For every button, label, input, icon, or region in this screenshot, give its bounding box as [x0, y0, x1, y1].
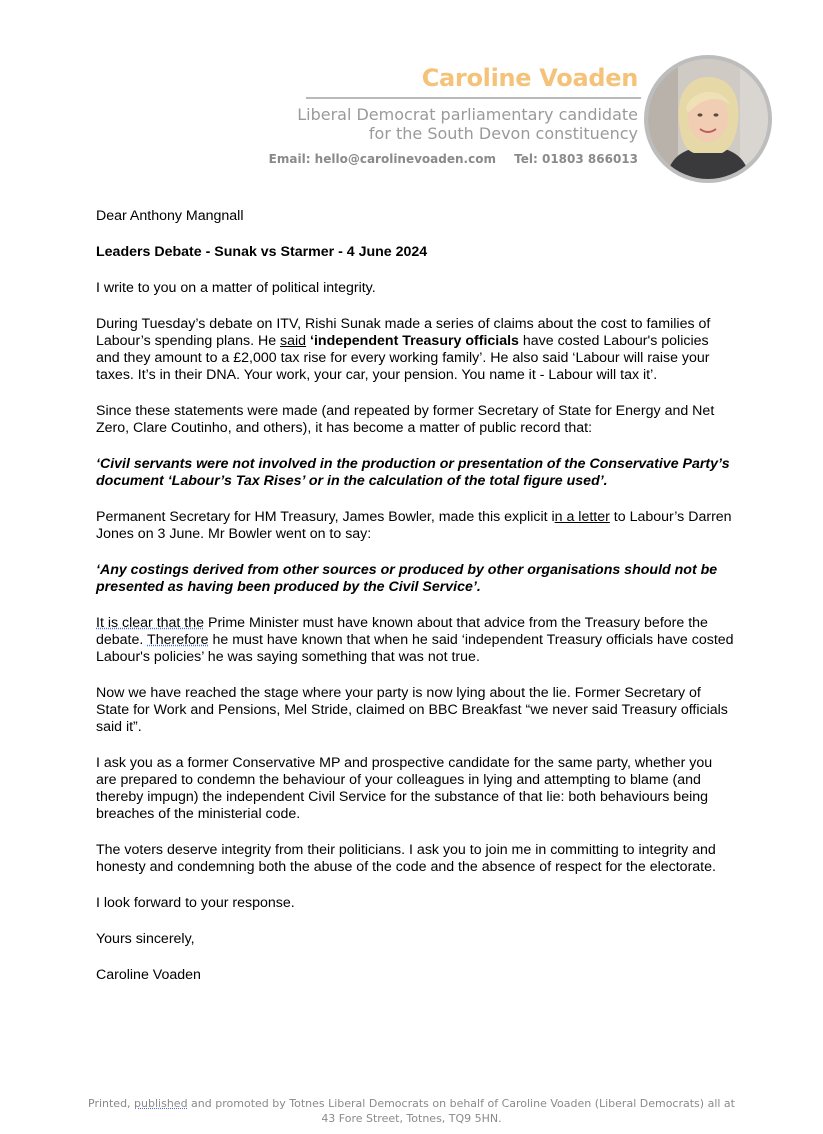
subject-line: Leaders Debate - Sunak vs Starmer - 4 June 2024	[96, 244, 428, 260]
letterhead-role-line1: Liberal Democrat parliamentary candidate	[297, 105, 638, 124]
candidate-photo	[644, 55, 772, 183]
letter-link[interactable]: n a letter	[554, 509, 610, 525]
paragraph-4-text-b: to Labour’s Darren Jones on 3 June. Mr Bowler went on to say:	[96, 509, 732, 542]
letterhead-email: Email: hello@carolinevoaden.com	[268, 152, 496, 166]
paragraph-1: I write to you on a matter of political integrity.	[96, 280, 376, 296]
paragraph-3: Since these statements were made (and repeated by former Secretary of State for Energy and Net Zero, Clare Coutinho, and others), it has become a matter of public record that:	[96, 403, 715, 436]
footer-published: published	[134, 1097, 188, 1110]
imprint-footer	[0, 1096, 823, 1126]
signature: Caroline Voaden	[96, 967, 201, 983]
paragraph-5	[96, 615, 736, 666]
said-link[interactable]: said	[280, 333, 307, 349]
paragraph-2	[96, 316, 736, 384]
letterhead-role-line2: for the South Devon constituency	[368, 124, 638, 143]
letter-body	[96, 208, 736, 1003]
paragraph-5-therefore: Therefore	[147, 632, 209, 648]
paragraph-4	[96, 509, 736, 543]
footer-line1-a: Printed,	[88, 1097, 135, 1110]
footer-line1-b: and promoted by Totnes Liberal Democrats on behalf of Caroline Voaden (Liberal Democrats) all at	[187, 1097, 735, 1110]
paragraph-5-lead: It is clear that the	[96, 615, 205, 631]
paragraph-5-text-a: Prime Minister must have known about that advice from the Treasury before the debate.	[96, 615, 708, 648]
paragraph-2-text-b: have costed Labour's policies and they amount to a £2,000 tax rise for every working family’. He also said ‘Labour will raise your taxes. It’s in their DNA. Your work, your car, your pension. You name it - Labour will tax it’.	[96, 333, 710, 383]
salutation: Dear Anthony Mangnall	[96, 208, 244, 224]
paragraph-5-text-b: he must have known that when he said ‘independent Treasury officials have costed Labour's policies’ he was saying something that was not true.	[96, 632, 734, 665]
letterhead-divider	[306, 97, 641, 99]
portrait-illustration	[648, 59, 768, 179]
quote-civil-servants: ‘Civil servants were not involved in the production or presentation of the Conservative Party’s document ‘Labour’s Tax Rises’ or in the calculation of the total figure used’.	[96, 456, 730, 489]
letterhead-name: Caroline Voaden	[421, 64, 638, 92]
paragraph-2-quote: ‘independent Treasury officials	[306, 333, 519, 349]
quote-costings: ‘Any costings derived from other sources or produced by other organisations should not be presented as having been produced by the Civil Service’.	[96, 562, 718, 595]
paragraph-6: Now we have reached the stage where your party is now lying about the lie. Former Secretary of State for Work and Pensions, Mel Stride, claimed on BBC Breakfast “we never said Treasury officials said it”.	[96, 685, 728, 735]
paragraph-8: The voters deserve integrity from their politicians. I ask you to join me in committing to integrity and honesty and condemning both the abuse of the code and the absence of respect for the electorate.	[96, 842, 716, 875]
paragraph-4-text-a: Permanent Secretary for HM Treasury, James Bowler, made this explicit i	[96, 509, 555, 525]
paragraph-9: I look forward to your response.	[96, 895, 295, 911]
closing: Yours sincerely,	[96, 931, 195, 947]
letterhead-contact	[269, 152, 638, 166]
footer-line2: 43 Fore Street, Totnes, TQ9 5HN.	[321, 1112, 502, 1125]
paragraph-7: I ask you as a former Conservative MP and prospective candidate for the same party, whether you are prepared to condemn the behaviour of your colleagues in lying and attempting to blame (and thereby impugn) the independent Civil Service for the substance of that lie: both behaviours being breaches of the ministerial code.	[96, 755, 713, 822]
paragraph-2-text-a: During Tuesday’s debate on ITV, Rishi Sunak made a series of claims about the cost to families of Labour’s spending plans. He	[96, 316, 711, 349]
letterhead-tel: Tel: 01803 866013	[514, 152, 638, 166]
